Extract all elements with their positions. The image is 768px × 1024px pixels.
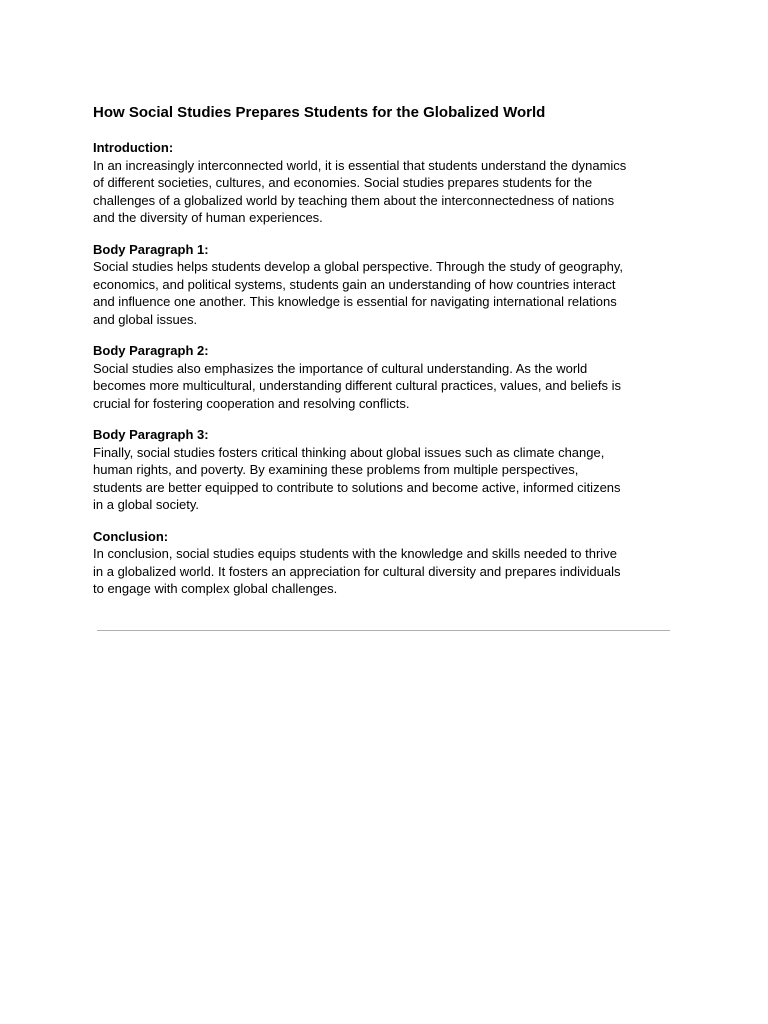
paragraph-line: Social studies also emphasizes the importance of cultural understanding. As the world	[93, 360, 588, 376]
section-heading: Body Paragraph 2:	[93, 343, 209, 358]
paragraph-line: human rights, and poverty. By examining these problems from multiple perspectives,	[93, 462, 579, 477]
section-heading: Introduction:	[93, 140, 174, 155]
paragraph-line: and the diversity of human experiences.	[93, 210, 323, 225]
section	[93, 426, 678, 514]
paragraph-line: in a globalized world. It fosters an appreciation for cultural diversity and prepares individuals	[93, 563, 621, 579]
document-sections	[93, 139, 678, 598]
section	[93, 139, 678, 227]
section	[93, 342, 678, 412]
section-paragraph	[93, 545, 678, 598]
section-paragraph	[93, 258, 678, 328]
paragraph-line: crucial for fostering cooperation and resolving conflicts.	[93, 395, 410, 411]
paragraph-line: to engage with complex global challenges.	[93, 581, 338, 596]
paragraph-line: economics, and political systems, students gain an understanding of how countries interact	[93, 276, 616, 292]
paragraph-line: and global issues.	[93, 311, 198, 327]
paragraph-line: Social studies helps students develop a global perspective. Through the study of geography,	[93, 259, 623, 274]
section-paragraph	[93, 444, 678, 514]
section-paragraph	[93, 157, 678, 227]
section	[93, 241, 678, 329]
section-heading: Conclusion:	[93, 528, 169, 544]
paragraph-line: In an increasingly interconnected world, it is essential that students understand the dynamics	[93, 157, 627, 173]
paragraph-line: Finally, social studies fosters critical thinking about global issues such as climate change,	[93, 444, 605, 460]
paragraph-line: in a global society.	[93, 497, 199, 512]
horizontal-divider	[97, 630, 670, 631]
document-title: How Social Studies Prepares Students for the Globalized World	[93, 104, 546, 121]
section-paragraph	[93, 360, 678, 413]
paragraph-line: becomes more multicultural, understanding different cultural practices, values, and beliefs is	[93, 378, 621, 393]
document-body	[93, 103, 678, 612]
paragraph-line: students are better equipped to contribute to solutions and become active, informed citizens	[93, 479, 621, 495]
paragraph-line: In conclusion, social studies equips students with the knowledge and skills needed to thrive	[93, 546, 617, 561]
paragraph-line: challenges of a globalized world by teaching them about the interconnectedness of nations	[93, 192, 615, 208]
section-heading: Body Paragraph 1:	[93, 241, 209, 257]
section	[93, 528, 678, 598]
paragraph-line: of different societies, cultures, and economies. Social studies prepares students for the	[93, 175, 593, 190]
paragraph-line: and influence one another. This knowledge is essential for navigating international relations	[93, 294, 617, 309]
section-heading: Body Paragraph 3:	[93, 427, 209, 442]
